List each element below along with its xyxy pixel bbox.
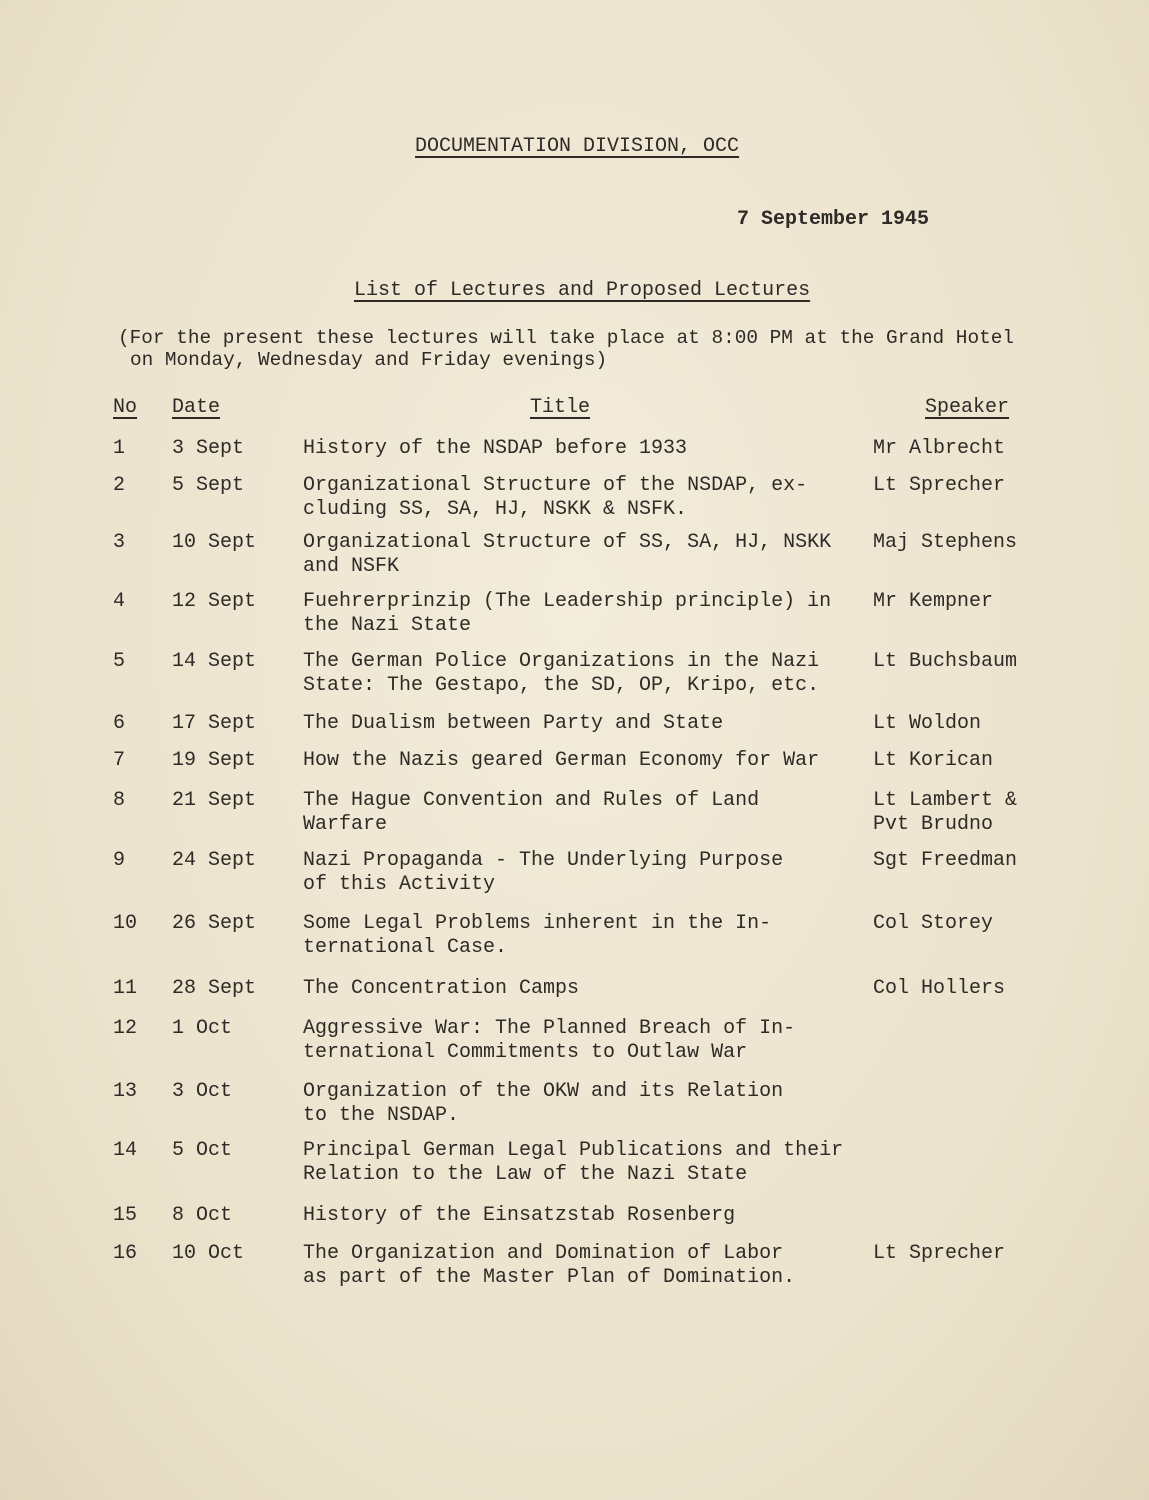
lecture-date: 21 Sept bbox=[172, 789, 257, 812]
lecture-date: 3 Oct bbox=[172, 1080, 233, 1103]
lecture-speaker: Col Storey bbox=[873, 912, 994, 935]
lecture-number: 13 bbox=[113, 1080, 138, 1103]
lecture-speaker: Mr Albrecht bbox=[873, 437, 1006, 460]
lecture-title-line: ternational Commitments to Outlaw War bbox=[303, 1041, 748, 1064]
note-line-2: on Monday, Wednesday and Friday evenings) bbox=[130, 349, 608, 371]
header-no: No bbox=[113, 396, 138, 419]
lecture-number: 16 bbox=[113, 1242, 138, 1265]
lecture-number: 6 bbox=[113, 712, 126, 735]
lecture-number: 5 bbox=[113, 650, 126, 673]
lecture-date: 8 Oct bbox=[172, 1204, 233, 1227]
lecture-title-line: to the NSDAP. bbox=[303, 1104, 460, 1127]
lecture-title-line: History of the Einsatzstab Rosenberg bbox=[303, 1204, 736, 1227]
lecture-date: 1 Oct bbox=[172, 1017, 233, 1040]
lecture-title-line: The Hague Convention and Rules of Land bbox=[303, 789, 760, 812]
lecture-speaker: Col Hollers bbox=[873, 977, 1006, 1000]
lecture-number: 1 bbox=[113, 437, 126, 460]
header-title: Title bbox=[530, 396, 591, 419]
lecture-title-line: the Nazi State bbox=[303, 614, 472, 637]
lecture-date: 28 Sept bbox=[172, 977, 257, 1000]
lecture-number: 15 bbox=[113, 1204, 138, 1227]
lecture-speaker: Pvt Brudno bbox=[873, 813, 994, 836]
lecture-title-line: ternational Case. bbox=[303, 936, 508, 959]
lecture-title-line: Fuehrerprinzip (The Leadership principle) in bbox=[303, 590, 832, 613]
lecture-speaker: Mr Kempner bbox=[873, 590, 994, 613]
lecture-speaker: Lt Sprecher bbox=[873, 1242, 1006, 1265]
lecture-title-line: Nazi Propaganda - The Underlying Purpose bbox=[303, 849, 784, 872]
list-heading: List of Lectures and Proposed Lectures bbox=[354, 279, 811, 302]
lecture-speaker: Maj Stephens bbox=[873, 531, 1018, 554]
lecture-title-line: Organizational Structure of SS, SA, HJ, NSKK bbox=[303, 531, 832, 554]
lecture-title-line: and NSFK bbox=[303, 555, 400, 578]
lecture-title-line: Aggressive War: The Planned Breach of In- bbox=[303, 1017, 796, 1040]
lecture-title-line: History of the NSDAP before 1933 bbox=[303, 437, 688, 460]
lecture-title-line: Warfare bbox=[303, 813, 388, 836]
lecture-date: 10 Oct bbox=[172, 1242, 245, 1265]
lecture-number: 4 bbox=[113, 590, 126, 613]
lecture-number: 10 bbox=[113, 912, 138, 935]
lecture-title-line: The German Police Organizations in the Nazi bbox=[303, 650, 820, 673]
lecture-number: 3 bbox=[113, 531, 126, 554]
lecture-title-line: Organizational Structure of the NSDAP, ex- bbox=[303, 474, 808, 497]
document-date: 7 September 1945 bbox=[737, 208, 930, 231]
lecture-speaker: Lt Korican bbox=[873, 749, 994, 772]
note-line-1: (For the present these lectures will take place at 8:00 PM at the Grand Hotel bbox=[118, 327, 1014, 349]
lecture-title-line: Some Legal Problems inherent in the In- bbox=[303, 912, 772, 935]
division-heading: DOCUMENTATION DIVISION, OCC bbox=[415, 135, 740, 158]
lecture-title-line: as part of the Master Plan of Domination. bbox=[303, 1266, 796, 1289]
lecture-date: 17 Sept bbox=[172, 712, 257, 735]
lecture-date: 19 Sept bbox=[172, 749, 257, 772]
lecture-title-line: State: The Gestapo, the SD, OP, Kripo, etc. bbox=[303, 674, 820, 697]
lecture-date: 3 Sept bbox=[172, 437, 245, 460]
lecture-speaker: Lt Lambert & bbox=[873, 789, 1018, 812]
lecture-speaker: Sgt Freedman bbox=[873, 849, 1018, 872]
lecture-title-line: The Concentration Camps bbox=[303, 977, 580, 1000]
lecture-number: 12 bbox=[113, 1017, 138, 1040]
lecture-speaker: Lt Buchsbaum bbox=[873, 650, 1018, 673]
lecture-title-line: cluding SS, SA, HJ, NSKK & NSFK. bbox=[303, 498, 688, 521]
lecture-speaker: Lt Woldon bbox=[873, 712, 982, 735]
lecture-title-line: Organization of the OKW and its Relation bbox=[303, 1080, 784, 1103]
lecture-title-line: The Organization and Domination of Labor bbox=[303, 1242, 784, 1265]
lecture-title-line: The Dualism between Party and State bbox=[303, 712, 724, 735]
lecture-number: 14 bbox=[113, 1139, 138, 1162]
lecture-date: 24 Sept bbox=[172, 849, 257, 872]
lecture-date: 10 Sept bbox=[172, 531, 257, 554]
header-speaker: Speaker bbox=[925, 396, 1010, 419]
lecture-title-line: How the Nazis geared German Economy for War bbox=[303, 749, 820, 772]
lecture-number: 8 bbox=[113, 789, 126, 812]
lecture-number: 11 bbox=[113, 977, 138, 1000]
lecture-date: 14 Sept bbox=[172, 650, 257, 673]
lecture-number: 2 bbox=[113, 474, 126, 497]
lecture-number: 7 bbox=[113, 749, 126, 772]
lecture-date: 26 Sept bbox=[172, 912, 257, 935]
lecture-date: 12 Sept bbox=[172, 590, 257, 613]
lecture-title-line: Relation to the Law of the Nazi State bbox=[303, 1163, 748, 1186]
lecture-speaker: Lt Sprecher bbox=[873, 474, 1006, 497]
lecture-date: 5 Sept bbox=[172, 474, 245, 497]
lecture-number: 9 bbox=[113, 849, 126, 872]
lecture-title-line: of this Activity bbox=[303, 873, 496, 896]
lecture-date: 5 Oct bbox=[172, 1139, 233, 1162]
header-date: Date bbox=[172, 396, 221, 419]
lecture-title-line: Principal German Legal Publications and their bbox=[303, 1139, 844, 1162]
